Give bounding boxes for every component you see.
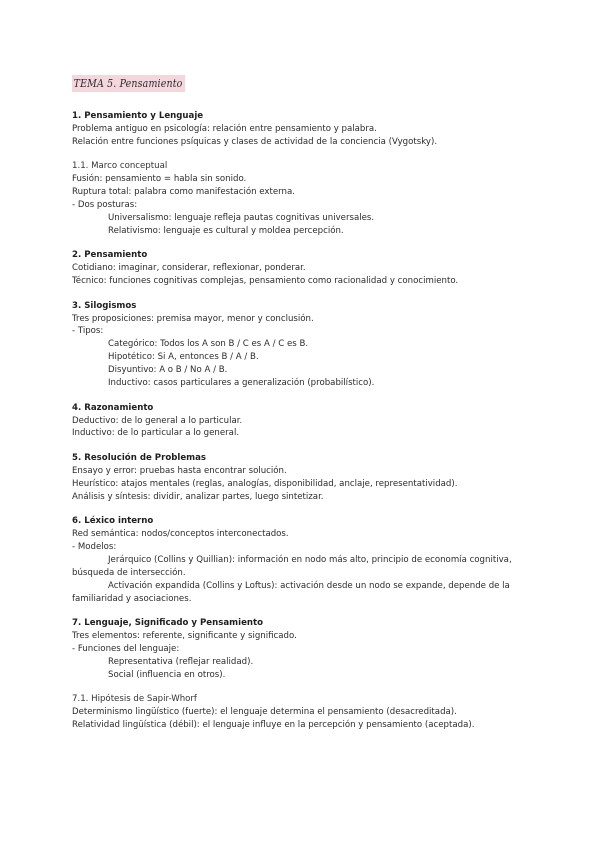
list-intro: - Tipos: <box>72 326 104 337</box>
list-intro: - Dos posturas: <box>72 200 138 211</box>
indented-item: Representativa (reflejar realidad). <box>108 656 254 667</box>
body-line: Relación entre funciones psíquicas y clases de actividad de la conciencia (Vygotsky). <box>72 136 438 147</box>
indented-item: Disyuntivo: A o B / No A / B. <box>108 365 228 376</box>
indented-item: Social (influencia en otros). <box>108 669 226 680</box>
document-body <box>72 110 542 744</box>
wrapped-indented-item: Jerárquico (Collins y Quillian): información en nodo más alto, principio de economía cognitiva, búsqueda de intersección. <box>72 554 512 578</box>
body-line: Fusión: pensamiento = habla sin sonido. <box>72 174 247 185</box>
indented-item: Inductivo: casos particulares a generalización (probabilístico). <box>108 378 375 389</box>
subsection-heading: 1.1. Marco conceptual <box>72 161 168 172</box>
section-heading: 1. Pensamiento y Lenguaje <box>72 111 204 121</box>
section-resolucion-de-problemas <box>72 452 542 504</box>
body-line: Inductivo: de lo particular a lo general. <box>72 428 240 439</box>
section-heading: 2. Pensamiento <box>72 250 148 261</box>
body-line: Determinismo lingüístico (fuerte): el lenguaje determina el pensamiento (desacreditada). <box>72 707 457 718</box>
body-line: Heurístico: atajos mentales (reglas, analogías, disponibilidad, anclaje, representatividad). <box>72 478 458 489</box>
subsection-heading: 7.1. Hipótesis de Sapir-Whorf <box>72 694 197 705</box>
section-heading: 4. Razonamiento <box>72 402 154 413</box>
section-lexico-interno <box>72 515 542 605</box>
body-line: Tres elementos: referente, significante y significado. <box>72 630 297 641</box>
section-pensamiento <box>72 249 542 288</box>
list-intro: - Modelos: <box>72 541 117 552</box>
body-line: Técnico: funciones cognitivas complejas, pensamiento como racionalidad y conocimiento. <box>72 276 459 287</box>
indented-item: Hipotético: Si A, entonces B / A / B. <box>108 352 259 363</box>
indented-item: Categórico: Todos los A son B / C es A / C es B. <box>108 339 309 350</box>
body-line: Problema antiguo en psicología: relación entre pensamiento y palabra. <box>72 123 377 134</box>
section-silogismos <box>72 300 542 390</box>
body-line: Ensayo y error: pruebas hasta encontrar solución. <box>72 465 287 476</box>
document-title: TEMA 5. Pensamiento <box>72 75 185 92</box>
indented-item: Universalismo: lenguaje refleja pautas cognitivas universales. <box>108 212 375 223</box>
wrapped-indented-item: Activación expandida (Collins y Loftus): activación desde un nodo se expande, depende de la familiaridad y asociaciones. <box>72 580 510 604</box>
section-razonamiento <box>72 402 542 441</box>
body-line: Tres proposiciones: premisa mayor, menor y conclusión. <box>72 313 314 324</box>
section-marco-conceptual <box>72 160 542 237</box>
section-pensamiento-y-lenguaje <box>72 110 542 149</box>
body-line: Cotidiano: imaginar, considerar, reflexionar, ponderar. <box>72 263 306 274</box>
body-line: Red semántica: nodos/conceptos interconectados. <box>72 529 289 540</box>
section-sapir-whorf <box>72 693 542 732</box>
title-wrap <box>72 72 210 92</box>
body-line: Análisis y síntesis: dividir, analizar partes, luego sintetizar. <box>72 491 324 502</box>
body-line: Ruptura total: palabra como manifestación externa. <box>72 187 295 198</box>
section-heading: 6. Léxico interno <box>72 516 154 527</box>
section-heading: 3. Silogismos <box>72 300 137 311</box>
section-lenguaje-significado-pensamiento <box>72 617 542 682</box>
indented-item: Relativismo: lenguaje es cultural y moldea percepción. <box>108 225 344 236</box>
section-heading: 5. Resolución de Problemas <box>72 452 207 463</box>
list-intro: - Funciones del lenguaje: <box>72 643 180 654</box>
body-line: Deductivo: de lo general a lo particular. <box>72 415 243 426</box>
body-line: Relatividad lingüística (débil): el lenguaje influye en la percepción y pensamiento (aceptada). <box>72 720 475 730</box>
section-heading: 7. Lenguaje, Significado y Pensamiento <box>72 618 264 629</box>
